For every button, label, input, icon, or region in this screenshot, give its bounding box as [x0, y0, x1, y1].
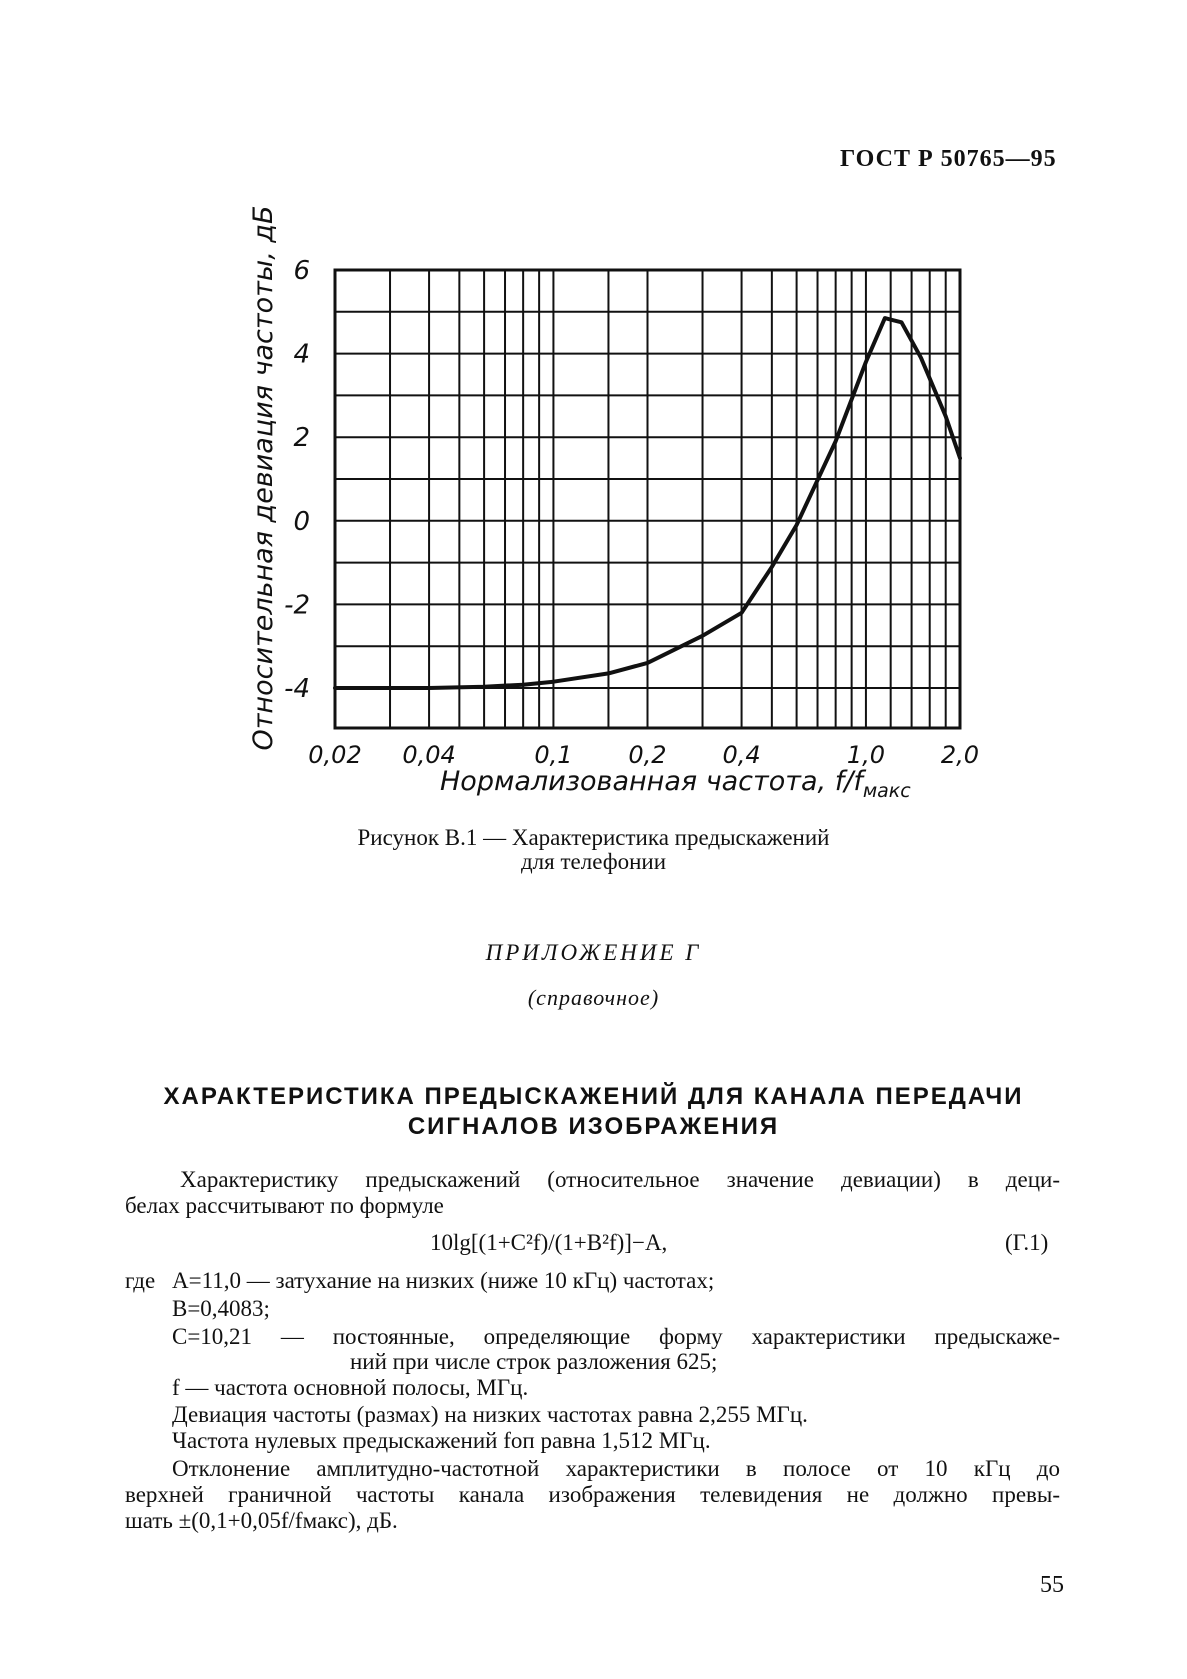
y-tick-label: 4	[293, 339, 310, 370]
definition-c-continued: ний при числе строк разложения 625;	[350, 1349, 718, 1374]
y-tick-labels	[284, 256, 310, 704]
deviation-requirement-line3: шать ±(0,1+0,05f/fмакс), дБ.	[125, 1508, 398, 1533]
intro-line2: белах рассчитывают по формуле	[125, 1193, 444, 1218]
y-tick-label: 0	[293, 506, 310, 537]
x-tick-label: 0,1	[534, 741, 573, 769]
zero-frequency-text: Частота нулевых предыскажений fоп равна 1,512 МГц.	[172, 1428, 711, 1453]
formula-number: (Г.1)	[1005, 1230, 1049, 1255]
appendix-title-line1: ХАРАКТЕРИСТИКА ПРЕДЫСКАЖЕНИЙ ДЛЯ КАНАЛА ПЕРЕДАЧИ	[163, 1083, 1024, 1110]
y-tick-label: 2	[293, 423, 310, 454]
x-axis-label-sub: макс	[862, 780, 911, 800]
appendix-label: ПРИЛОЖЕНИЕ Г	[485, 940, 702, 965]
x-axis-label	[440, 766, 911, 800]
x-tick-label: 2,0	[940, 741, 980, 769]
x-tick-label: 1,0	[846, 741, 886, 769]
where-prefix: где	[125, 1268, 156, 1293]
definition-c: C=10,21 — постоянные, определяющие форму характеристики предыскаже-	[172, 1324, 1060, 1349]
intro-line1: Характеристику предыскажений (относительное значение девиации) в деци-	[180, 1167, 1060, 1192]
figure-caption-line1: Рисунок В.1 — Характеристика предыскажений	[357, 825, 830, 850]
page-number: 55	[1040, 1572, 1064, 1598]
deviation-requirement-line1: Отклонение амплитудно-частотной характеристики в полосе от 10 кГц до	[172, 1456, 1060, 1481]
figure-caption-line2: для телефонии	[520, 849, 667, 874]
document-header: ГОСТ Р 50765—95	[840, 146, 1057, 172]
definition-a: A=11,0 — затухание на низких (ниже 10 кГц) частотах;	[172, 1268, 715, 1293]
x-tick-label: 0,04	[402, 741, 456, 769]
preemphasis-chart	[0, 0, 1187, 800]
appendix-title-line2: СИГНАЛОВ ИЗОБРАЖЕНИЯ	[407, 1113, 780, 1140]
chart-grid	[335, 270, 960, 728]
x-axis-label-main: Нормализованная частота, f/f	[440, 766, 863, 797]
definition-b: B=0,4083;	[172, 1296, 270, 1321]
appendix-type: (справочное)	[527, 985, 660, 1010]
y-tick-label: -4	[284, 674, 310, 704]
deviation-requirement-line2: верхней граничной частоты канала изображения телевидения не должно превы-	[125, 1482, 1060, 1507]
y-tick-label: 6	[293, 256, 310, 286]
x-tick-label: 0,2	[628, 741, 667, 769]
x-tick-label: 0,02	[308, 741, 362, 769]
y-tick-label: -2	[284, 590, 310, 621]
y-axis-label: Относительная девиация частоты, дБ	[248, 205, 279, 751]
x-tick-labels	[308, 741, 979, 769]
x-tick-label: 0,4	[722, 741, 761, 769]
definition-f: f — частота основной полосы, МГц.	[172, 1375, 529, 1400]
formula: 10lg[(1+C²f)/(1+B²f)]−A,	[430, 1230, 668, 1255]
deviation-text: Девиация частоты (размах) на низких частотах равна 2,255 МГц.	[172, 1402, 808, 1427]
